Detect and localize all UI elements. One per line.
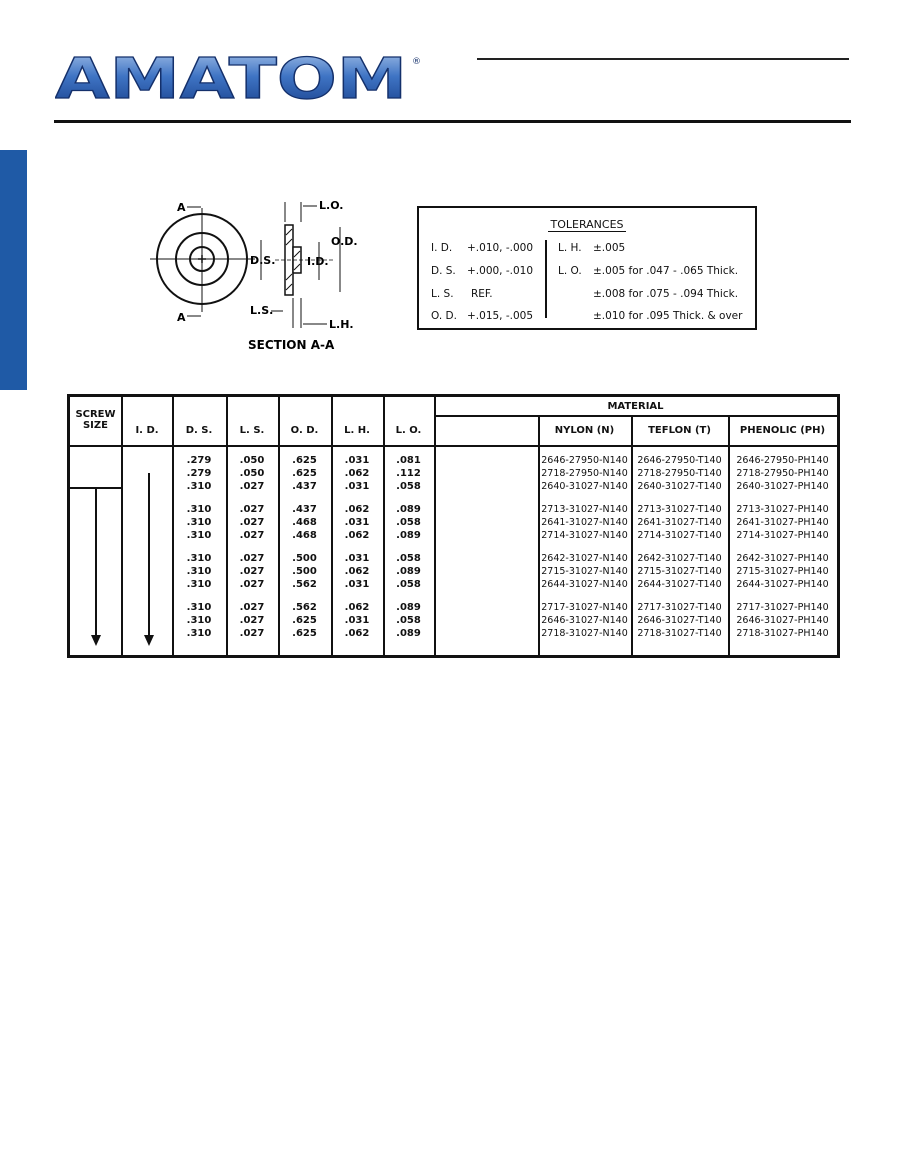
table-cell-ds: .279 [186, 468, 212, 479]
table-cell-ls: .050 [239, 468, 265, 479]
table-cell-t: 2713-31027-T140 [637, 504, 722, 515]
hdr-nylon: NYLON (N) [554, 425, 615, 436]
table-cell-t: 2714-31027-T140 [637, 530, 722, 541]
hdr-teflon: TEFLON (T) [648, 425, 711, 436]
tol-label: D. S. [431, 265, 456, 277]
table-cell-lo: .089 [396, 566, 421, 577]
table-cell-lo: .089 [396, 504, 421, 515]
table-cell-t: 2646-31027-T140 [637, 615, 722, 626]
table-cell-lh: .031 [344, 481, 370, 492]
svg-text:AMATOM: AMATOM [55, 52, 408, 104]
hdr-lo: L. O. [395, 425, 422, 436]
table-cell-ds: .310 [186, 530, 212, 541]
tol-value: ±.005 for .047 - .065 Thick. [593, 265, 739, 277]
table-cell-n: 2717-31027-N140 [541, 602, 628, 613]
header-rule [70, 445, 837, 447]
table-cell-t: 2640-31027-T140 [637, 481, 722, 492]
table-cell-ph: 2641-31027-PH140 [736, 517, 829, 528]
table-cell-n: 2640-31027-N140 [541, 481, 628, 492]
table-cell-od: .468 [292, 530, 317, 541]
table-cell-ls: .027 [239, 517, 265, 528]
table-cell-lh: .031 [344, 615, 370, 626]
washer-section-diagram [145, 190, 375, 355]
tol-label: O. D. [431, 310, 457, 322]
table-cell-ds: .310 [186, 579, 212, 590]
table-cell-ds: .310 [186, 566, 212, 577]
table-cell-ds: .310 [186, 553, 212, 564]
material-rule [434, 415, 837, 417]
table-cell-ph: 2646-27950-PH140 [736, 455, 829, 466]
table-cell-n: 2714-31027-N140 [541, 530, 628, 541]
table-cell-lh: .031 [344, 455, 370, 466]
table-cell-lo: .058 [396, 481, 421, 492]
table-cell-ls: .027 [239, 602, 265, 613]
tol-value: +.015, -.005 [467, 310, 534, 322]
table-cell-od: .500 [292, 553, 317, 564]
hdr-screw-size: SCREW SIZE [75, 409, 116, 431]
table-cell-lo: .081 [396, 455, 421, 466]
tol-label: I. D. [431, 242, 453, 254]
table-cell-lh: .062 [344, 468, 370, 479]
table-cell-n: 2718-31027-N140 [541, 628, 628, 639]
table-cell-lo: .058 [396, 579, 421, 590]
table-cell-ds: .310 [186, 602, 212, 613]
table-cell-lh: .031 [344, 553, 370, 564]
tol-value: ±.010 for .095 Thick. & over [593, 310, 743, 322]
table-cell-ls: .027 [239, 566, 265, 577]
table-cell-n: 2718-27950-N140 [541, 468, 628, 479]
hdr-material: MATERIAL [607, 401, 664, 412]
label-a-top: A [177, 201, 186, 214]
table-cell-ls: .027 [239, 553, 265, 564]
table-cell-n: 2641-31027-N140 [541, 517, 628, 528]
table-cell-lh: .062 [344, 504, 370, 515]
table-cell-t: 2644-31027-T140 [637, 579, 722, 590]
table-cell-lo: .058 [396, 517, 421, 528]
table-cell-od: .625 [292, 628, 317, 639]
table-cell-ph: 2646-31027-PH140 [736, 615, 829, 626]
table-cell-ls: .027 [239, 628, 265, 639]
hdr-phenolic: PHENOLIC (PH) [739, 425, 826, 436]
table-cell-lh: .031 [344, 579, 370, 590]
table-cell-ph: 2640-31027-PH140 [736, 481, 829, 492]
table-cell-lh: .062 [344, 628, 370, 639]
table-cell-ph: 2718-27950-PH140 [736, 468, 829, 479]
tolerances-box [417, 206, 757, 330]
table-cell-t: 2717-31027-T140 [637, 602, 722, 613]
table-cell-n: 2642-31027-N140 [541, 553, 628, 564]
table-cell-ds: .310 [186, 504, 212, 515]
table-cell-od: .500 [292, 566, 317, 577]
table-cell-lh: .031 [344, 517, 370, 528]
table-cell-ph: 2713-31027-PH140 [736, 504, 829, 515]
table-cell-lo: .058 [396, 553, 421, 564]
label-lh: L.H. [329, 318, 354, 331]
table-cell-ls: .027 [239, 481, 265, 492]
table-cell-n: 2646-31027-N140 [541, 615, 628, 626]
hdr-ds: D. S. [185, 425, 213, 436]
table-cell-lh: .062 [344, 566, 370, 577]
diagram-caption: SECTION A-A [248, 338, 335, 352]
table-cell-ph: 2642-31027-PH140 [736, 553, 829, 564]
label-ls: L.S. [250, 304, 274, 317]
svg-text:®: ® [412, 57, 421, 67]
table-cell-ph: 2717-31027-PH140 [736, 602, 829, 613]
table-cell-ls: .027 [239, 530, 265, 541]
label-a-bottom: A [177, 311, 186, 324]
table-cell-t: 2641-31027-T140 [637, 517, 722, 528]
hdr-id: I. D. [135, 425, 159, 436]
table-cell-ls: .027 [239, 579, 265, 590]
tol-label: L. H. [558, 242, 582, 254]
table-cell-t: 2715-31027-T140 [637, 566, 722, 577]
table-cell-n: 2713-31027-N140 [541, 504, 628, 515]
table-cell-ls: .050 [239, 455, 265, 466]
table-cell-ph: 2714-31027-PH140 [736, 530, 829, 541]
tol-label: L. O. [558, 265, 582, 277]
tol-label: L. S. [431, 288, 454, 300]
table-cell-t: 2718-31027-T140 [637, 628, 722, 639]
table-cell-ls: .027 [239, 504, 265, 515]
table-cell-t: 2646-27950-T140 [637, 455, 722, 466]
table-cell-lo: .089 [396, 530, 421, 541]
side-tab [0, 150, 27, 390]
down-arrow-icon [90, 489, 102, 649]
label-ds: D.S. [250, 254, 276, 267]
table-cell-od: .625 [292, 615, 317, 626]
label-id: I.D. [307, 255, 329, 268]
tol-value: REF. [471, 288, 493, 300]
table-cell-ds: .279 [186, 455, 212, 466]
table-cell-n: 2715-31027-N140 [541, 566, 628, 577]
table-cell-lo: .112 [396, 468, 421, 479]
tol-value: ±.008 for .075 - .094 Thick. [593, 288, 739, 300]
table-cell-lh: .062 [344, 530, 370, 541]
hdr-ls: L. S. [239, 425, 265, 436]
table-cell-lh: .062 [344, 602, 370, 613]
table-cell-t: 2718-27950-T140 [637, 468, 722, 479]
table-cell-ds: .310 [186, 481, 212, 492]
col-divider [434, 397, 436, 655]
table-cell-ds: .310 [186, 628, 212, 639]
tol-value: ±.005 [593, 242, 626, 254]
table-cell-od: .437 [292, 504, 317, 515]
hdr-lh: L. H. [344, 425, 370, 436]
table-cell-ds: .310 [186, 615, 212, 626]
table-cell-od: .562 [292, 602, 317, 613]
tolerances-title: TOLERANCES [550, 218, 624, 231]
header-rule [477, 58, 849, 60]
table-cell-od: .562 [292, 579, 317, 590]
table-cell-lo: .089 [396, 602, 421, 613]
label-od: O.D. [331, 235, 358, 248]
table-cell-ph: 2644-31027-PH140 [736, 579, 829, 590]
table-cell-n: 2646-27950-N140 [541, 455, 628, 466]
table-cell-ph: 2718-31027-PH140 [736, 628, 829, 639]
tol-value: +.010, -.000 [467, 242, 534, 254]
table-cell-od: .468 [292, 517, 317, 528]
table-cell-od: .437 [292, 481, 317, 492]
amatom-logo [55, 52, 425, 104]
table-cell-lo: .058 [396, 615, 421, 626]
tolerances-divider [545, 240, 547, 318]
label-lo: L.O. [319, 199, 344, 212]
spec-table [67, 394, 840, 658]
table-cell-od: .625 [292, 455, 317, 466]
table-cell-n: 2644-31027-N140 [541, 579, 628, 590]
table-cell-lo: .089 [396, 628, 421, 639]
table-cell-od: .625 [292, 468, 317, 479]
table-cell-ds: .310 [186, 517, 212, 528]
hdr-od: O. D. [290, 425, 319, 436]
header-divider [54, 120, 851, 123]
tol-value: +.000, -.010 [467, 265, 534, 277]
table-cell-ls: .027 [239, 615, 265, 626]
down-arrow-icon [143, 473, 155, 649]
table-cell-t: 2642-31027-T140 [637, 553, 722, 564]
table-cell-ph: 2715-31027-PH140 [736, 566, 829, 577]
